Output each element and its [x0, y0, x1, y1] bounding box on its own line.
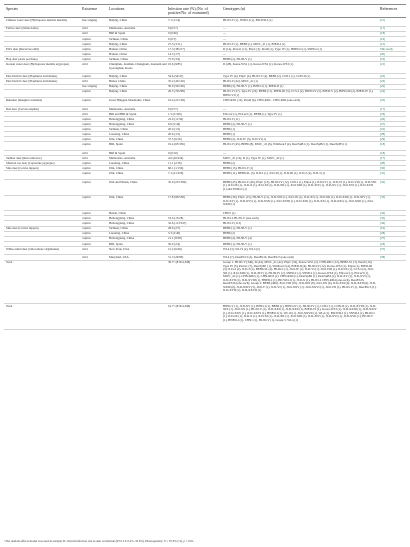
cell-existence: captive — [82, 167, 91, 171]
cell-genotypes: — — [223, 52, 227, 56]
cell-location: Liaoning, China — [109, 162, 130, 166]
cell-infection-rate: 50.0 (2/4) — [168, 242, 181, 246]
cell-infection-rate: 21.1 (8/38) — [168, 237, 182, 241]
table-row — [4, 304, 406, 330]
cell-genotypes: BEB6 (13), HLJD-V (1) — [223, 167, 254, 171]
cell-genotypes: — — [223, 37, 227, 41]
cell-location: Sichuan, China — [109, 127, 128, 131]
cell-genotypes: BEB6 (1) — [223, 133, 235, 137]
cell-infection-rate: 35.9 (215/599) — [168, 180, 187, 184]
cell-existence: captive — [82, 232, 91, 236]
cell-infection-rate: 54.6 (54/47) — [168, 75, 184, 79]
cell-infection-rate: 12.2 (6/49) — [168, 247, 182, 251]
cell-genotypes: CHN1 (1) — [223, 212, 236, 216]
cell-infection-rate: 10.6 (9/85) — [168, 63, 182, 67]
cell-reference[interactable]: [33] — [380, 196, 386, 200]
cell-species: Total — [6, 304, 13, 308]
cell-infection-rate: 16.4 (21/128) — [168, 99, 185, 103]
cell-genotypes: BEB6 (1), HLJD-V (1) — [223, 227, 252, 231]
cell-species: White-tailed deer (Odocoileus virginianus) — [6, 247, 60, 251]
cell-infection-rate: 4.6 (20/434) — [168, 156, 184, 160]
cell-existence: wild — [82, 32, 88, 36]
cell-genotypes: HLJD-V (45), BEB6 (8), MWC_d1 (6), Wildboar3 (4), DeerSpB1 (1), DeerSpB2 (1), DeerSpB3 (1) — [223, 143, 347, 147]
cell-genotypes: BEB6 (4), HLJD-V (4) — [223, 237, 252, 241]
cell-reference[interactable]: [18] — [380, 112, 386, 116]
cell-existence: wild — [82, 27, 88, 31]
header-existence: Existence — [82, 7, 98, 11]
cell-infection-rate: 7.1 (21/326) — [168, 172, 184, 176]
cell-reference[interactable]: [37] — [380, 247, 386, 251]
cell-reference[interactable]: [23] — [380, 80, 386, 84]
cell-species: Red deer (Cervus elaphus) — [6, 107, 39, 111]
cell-location: Heilongjiang, China — [109, 237, 135, 241]
cell-location: New York, USA — [109, 247, 130, 251]
cell-genotypes: — — [223, 32, 227, 36]
cell-infection-rate: 27.3 (3/11) — [168, 42, 182, 46]
cell-existence: captive — [82, 227, 91, 231]
cell-location: BRI and BRI & Spain — [109, 112, 137, 116]
cell-location: Sichuan, China — [109, 227, 128, 231]
cell-reference[interactable]: [26] — [380, 117, 386, 121]
cell-location: Hainan, China — [109, 47, 127, 51]
cell-genotypes: HLJD-V (1), BEB6 (1), MWC_d1 (1), BJED-I (1) — [223, 42, 286, 46]
cell-existence: wild — [82, 247, 88, 251]
cell-infection-rate: 1.5 (5/329) — [168, 112, 182, 116]
cell-infection-rate: 11.1 (2/18) — [168, 162, 182, 166]
table-row — [4, 261, 406, 305]
cell-infection-rate: 17.3 (38/217) — [168, 47, 185, 51]
cell-infection-rate: 39.7^ (816/4,348) — [168, 261, 191, 265]
cell-genotypes: HLJD-V (27), Type IV (19), BEB6 (11), BJED-III (3), CCS-I (2), BJED-IV (2), BJED-V (2), BJED-III (2), BJED-IV (1), BJED-VI (1) — [223, 90, 374, 97]
cell-infection-rate: 22.0 (11/50) — [168, 117, 184, 121]
cell-infection-rate: 7.1 (1/14) — [168, 18, 181, 22]
cell-existence: wild — [82, 151, 88, 155]
cell-infection-rate: 0 (0/10) — [168, 151, 178, 155]
cell-genotypes: WL4 (7), DeerEb13 (2), DeerEb16, DeerEb13 (one each) — [223, 256, 295, 260]
cell-genotypes: Type IV (4), EbpC (4), HLJD-V (4), BEB6 (2), COS-I (1), CON-II (1) — [223, 75, 311, 79]
cell-genotypes: MWC_d1 (19), D (1), Type IV (1), MWC_d2 (1) — [223, 156, 284, 160]
cell-existence: captive — [82, 47, 91, 51]
cell-infection-rate: 19.4 (65/336) — [168, 143, 185, 147]
cell-location: Hubei, China — [109, 80, 126, 84]
cell-infection-rate: 35.2 (43/120) — [168, 80, 185, 84]
cell-infection-rate: 56.0 (56/100) — [168, 85, 185, 89]
cell-existence: captive — [82, 138, 91, 142]
cell-reference[interactable]: [22] — [380, 85, 386, 89]
cell-infection-rate: 20.0 (1/5) — [168, 127, 181, 131]
cell-species: Sika deer (Cervus nippon) — [6, 167, 39, 171]
cell-existence: captive — [82, 222, 91, 226]
cell-genotypes: EbCer2 (1), EbCer3 (1), BEB6 (1), Type IV (1) — [223, 112, 282, 116]
cell-existence: captive — [82, 172, 91, 176]
table-row — [4, 142, 406, 151]
cell-reference[interactable]: [15] — [380, 18, 386, 22]
cell-infection-rate: 53.6 (15/28) — [168, 217, 184, 221]
cell-genotypes: HLJD-V (1), SNSD-I (1), BICWD-I (1) — [223, 18, 273, 22]
cell-genotypes: Group 1: HLJD-V (340), D (44), MWC_d1 (42), EbpC (34), Korea-WS1 (2), CHN-RD1 (12), BEB6-SL (3), Peru6 (10), Type IV (5), Peru11 (7), DeerSpB1 (1), Wildboar3 (4), BJED-II (4), HLJD-IV (12), Korea-WS2 (1), EbpA (1), BJED-III (3), JLD-2 (2), JLD-3 (1), BEB6-SL (2), HLJD-I (1), JLD-IV (1), JLD-VI (1), JLD-VIII (1), JLD-IX (1), CCS-I (2), JLD-XII (1), JLD-XIII (1), JLD-XIV (1), HLJD-IV (2), SNED-I (1), SNSD-I (1), Korea-WS3 (1), EbCer2 (1), EbCer3 (1), MWC_d2 (1), CHN-RD2 (1), CHN-RD3 (1), CHN-RD4 (1), DeerSpB2 (1), DeerSpB3 (1), JLD-XV (1), JLD-XVI (1), JLD-XVII (1), JLD-XVIII (1), HNED-I (1), BICWD-I (1), JLD-X (1), HLJD-I, CHN-RD4 (one each), DeerEb13, DeerEb16 (one each); Group 2: BEB6 (469), JLD-VIII (10), JLD-XIX (8), JLD-XX (6), JLD-XXI (6), JLD-XXII (6), JLD-XXIII (6), JLD-XXIV (5), JLD-V (1), JLD-VI (1), JLD-XXV (1), JLD-XXVI (1), JLD-VII (1), HLJD-V (1), DeerEb13 (1), JLD-XVII (1), JLD-XXVII (1) — [223, 261, 377, 293]
cell-reference[interactable]: [36] — [380, 222, 386, 226]
cell-reference[interactable]: [25] — [380, 99, 386, 103]
cell-existence: captive — [82, 180, 91, 184]
cell-location: Jilin, China — [109, 196, 124, 200]
cell-species: Sika deer (Cervus nippon) — [6, 227, 39, 231]
cell-existence: captive — [82, 117, 91, 121]
cell-existence: captive — [82, 242, 91, 246]
cell-existence: wild — [82, 63, 88, 67]
cell-genotypes: D (28), Korea-WS1 (1), Korea-WS2 (1), Korea-WS3 (1) — [223, 63, 294, 67]
cell-reference[interactable]: [17] — [380, 27, 386, 31]
cell-location: Heilongjiang, China — [109, 122, 135, 126]
cell-reference[interactable]: [28] — [380, 133, 386, 137]
cell-existence: captive — [82, 237, 91, 241]
cell-existence: captive — [82, 90, 91, 94]
cell-location: Liaoning, China — [109, 133, 130, 137]
cell-genotypes: HLJD-V (42), MWC_d1 (1) — [223, 80, 259, 84]
table-row — [4, 171, 406, 180]
cell-existence: captive — [82, 212, 91, 216]
cell-reference[interactable]: [27] — [380, 237, 386, 241]
cell-location: Jilin and Henan, China — [109, 180, 138, 184]
header-infection-rate: Infection rate (%) (No. of positive/No. of examined) — [168, 7, 209, 16]
cell-reference[interactable]: This study — [380, 47, 393, 51]
cell-location: Heilongjiang, China — [109, 222, 135, 226]
cell-genotypes: HLJD-V (113) — [223, 222, 242, 226]
cell-existence: captive — [82, 196, 91, 200]
cell-location: BRI & Spain — [109, 32, 126, 36]
cell-reference[interactable]: [32] — [380, 180, 386, 184]
cell-reference[interactable]: [31] — [380, 172, 386, 176]
cell-location: Hainan, China — [109, 52, 127, 56]
cell-genotypes: BEB6 (2), HLJD-V (1) — [223, 122, 252, 126]
cell-existence: free ranging — [82, 18, 98, 22]
cell-genotypes: WL4 (3), WL19 (2), WL4 (2) — [223, 247, 260, 251]
cell-species: Père David's deer (Elaphurus davidianus) — [6, 80, 58, 84]
table-body — [4, 18, 406, 330]
cell-species: Père David's deer (Elaphurus davidianus) — [6, 75, 58, 79]
cell-genotypes: BJED-V (1), JLD-XV (1), BJED-I (1), BEB6 (1), BJED-IV (1), HLJD-IV (1), COS-I (1), CON-II (1), JLD-XVIII (1), JLD-XIX (1), JLD-XX (1), HLJD-V (1), JLD-XXI (1), JLD-XXII (1), BJED-VI (1), Korea-WS3 (1), JLD-XXIII (1), JLD-XXIV (1), JLD-XXV (1), JLD-XXVI (1), HNED-I (1), WL19 (1), JLD-XXVII (1), WL4 (1), BICWD-I (1), SNSD-I (1), HLJD-I (1), JLD-IX (1), JLD-X (1), JLD-XI (1), JLD-XII (1), JLD-XIII (1), JLD-XIV (1), JLD-XVI (1), JLD-XVII (1), HLJD-V (1), HNED-I (1), CHN1 (1), HLJD-V (1), Group 5: WL4 (1) — [223, 304, 377, 322]
table-header — [4, 4, 406, 18]
cell-reference[interactable]: [18] — [380, 242, 386, 246]
cell-reference[interactable]: [38] — [380, 256, 386, 260]
cell-existence: wild — [82, 112, 88, 116]
cell-reference[interactable]: [34] — [380, 212, 386, 216]
cell-reference[interactable]: [19] — [380, 37, 386, 41]
cell-genotypes: BEB6 (11), BEB6-SL (3), JLD-I (1), JLD-II (1), JLD-III (1), JLD-2 (2), JLD-3 (1) — [223, 172, 326, 176]
cell-location: Jilin, China — [109, 172, 124, 176]
cell-location: Beijing, China — [109, 42, 128, 46]
cell-infection-rate: 28.6 (2/7) — [168, 227, 181, 231]
cell-species: Fallow deer (Dama dama) — [6, 27, 39, 31]
cell-genotypes: — — [223, 27, 227, 31]
cell-location: BRI, Spain — [109, 242, 123, 246]
cell-genotypes: BEB6 (1) — [223, 127, 235, 131]
table-row — [4, 18, 406, 27]
cell-reference[interactable]: [24] — [380, 90, 386, 94]
cell-existence: captive — [82, 37, 91, 41]
cell-location: Maryland, USA — [109, 256, 129, 260]
cell-genotypes: BEB6 (1), HLJD-V (1) — [223, 242, 252, 246]
cell-location: BRI & Spain — [109, 151, 126, 155]
cell-genotypes: HLJD-I, HLJD-V (one each) — [223, 217, 259, 221]
cell-existence: captive — [82, 99, 91, 103]
cell-reference[interactable]: [29] — [380, 138, 386, 142]
cell-existence: captive — [82, 75, 91, 79]
header-references: References — [380, 7, 398, 11]
cell-existence: captive — [82, 57, 91, 61]
cell-location: BRI, Spain — [109, 143, 123, 147]
cell-reference[interactable]: [17] — [380, 156, 386, 160]
cell-reference[interactable]: [18] — [380, 143, 386, 147]
cell-genotypes: — — [223, 151, 227, 155]
cell-genotypes: BEB6 (2) — [223, 162, 235, 166]
cell-location: Melbourne, Australia — [109, 27, 136, 31]
cell-infection-rate: 0 (0/17) — [168, 27, 178, 31]
cell-existence: wild — [82, 156, 88, 160]
cell-location: Chungbuk, Jeonbuk, Chungnam, Jeonnam and Gyeongbuk, Korea — [109, 63, 167, 70]
cell-genotypes: BEB6 (3), HLJD-V (1), BJED-I (1), BJED-II (1) — [223, 85, 284, 89]
cell-species: Siberian roe deer (Capreolus pygargus) — [6, 162, 55, 166]
table-row — [4, 90, 406, 99]
cell-infection-rate: 17.8 (96/538) — [168, 196, 185, 200]
cell-location: Henan, China — [109, 212, 127, 216]
cell-reference[interactable]: [18] — [380, 151, 386, 155]
cell-existence: captive — [82, 122, 91, 126]
cell-location: Melbourne, Australia — [109, 107, 136, 111]
cell-reference[interactable]: [19] — [380, 57, 386, 61]
cell-reference[interactable]: [35] — [380, 217, 386, 221]
table-row — [4, 98, 406, 107]
table-row — [4, 196, 406, 212]
cell-genotypes: BEB6 (2), HLJD-V (1) — [223, 57, 252, 61]
cell-reference[interactable]: [17] — [380, 107, 386, 111]
cell-existence: wild — [82, 256, 88, 260]
cell-species: Korean water deer (Hydropotes inermis argyropus) — [6, 63, 70, 67]
cell-infection-rate: 51.3 (20/80) — [168, 256, 184, 260]
cell-genotypes: — — [223, 107, 227, 111]
cell-location: Beijing, China — [109, 75, 128, 79]
cell-genotypes: BEB6 (2), JLD-IV (3), JLD-VI (1) — [223, 138, 266, 142]
cell-genotypes: D (14), Peru11 (11), EbpC (3), Peru6 (1), Type IV (1), HNED-I (1), SNED-I (1) — [223, 47, 322, 51]
cell-location: Jilin, China — [109, 138, 124, 142]
cell-species: Total — [6, 261, 13, 265]
cell-existence: wild — [82, 107, 88, 111]
cell-infection-rate: 14.3 (1/7) — [168, 52, 181, 56]
cell-location: Heilongjiang, China — [109, 217, 135, 221]
cell-infection-rate: 75.0 (3/4) — [168, 57, 181, 61]
table-row — [4, 62, 406, 74]
cell-existence: wild — [82, 80, 88, 84]
cell-existence: captive — [82, 143, 91, 147]
cell-genotypes: BEB6 (2) — [223, 232, 235, 236]
cell-genotypes: BEB6 (45), HLJD-V (40), EbpC (13), HLJD-IV (12), COS-I (1), EbpA (1), JLD-IV (1), JLD-VI (1), JLD-VII (1), JLD-VIII (1), JLD-IX (1), JLD-X (1), JLD-XI (1), JLD-XII (1), JLD-XIII (1), JLD-XIV (1), JLD-XV (1), JLD-XVI (1), JLD-XVII (1) and SNSD-I (1) — [223, 180, 377, 191]
cell-location: Great Hinggan Mountains, China — [109, 99, 151, 103]
cell-existence: captive — [82, 52, 91, 56]
cell-infection-rate: 0 (0/7) — [168, 37, 177, 41]
cell-existence: captive — [82, 42, 91, 46]
cell-location: Beijing, China — [109, 85, 128, 89]
cell-genotypes: CHN-RD1 (12), Peru6 (6), CHN-RD2 - CHN-RD4 (one each) — [223, 99, 301, 103]
cell-location: Beijing, China — [109, 90, 128, 94]
cell-reference[interactable]: [22] — [380, 75, 386, 79]
cell-genotypes: HLJD-V (11) — [223, 117, 240, 121]
cell-reference[interactable]: [19] — [380, 127, 386, 131]
cell-infection-rate: 26.5 (79/298) — [168, 90, 185, 94]
cell-infection-rate: 0 (0/77) — [168, 107, 178, 111]
cell-location: Melbourne, Australia — [109, 156, 136, 160]
header-locations: Locations — [109, 7, 125, 11]
cell-infection-rate: 16.7^ (816/4,348) — [168, 304, 191, 308]
cell-existence: captive — [82, 217, 91, 221]
cell-infection-rate: 0 (0/46) — [168, 32, 178, 36]
cell-genotypes: BEB6 (39), EbpC (15), HLJD-V (11), JLD-VIII (1), JLD-IX (1), JLD-XI (1), JLD-XII (1), JLD-XIII (1), JLD-XIV (1), JLD-XV (1), JLD-XVI (1), JLD-XVII (1), JLD-XVIII (1), JLD-XIX (1), JLD-XX (1), JLD-XXI (1), JLD-XXII (1), JLD-XXIII (1) — [223, 196, 374, 207]
cell-reference[interactable]: [27] — [380, 122, 386, 126]
cell-reference[interactable]: [21] — [380, 63, 386, 67]
cell-infection-rate: 37.5 (6/16) — [168, 138, 182, 142]
cell-infection-rate: 6.6 (5/44) — [168, 122, 181, 126]
table-row — [4, 247, 406, 256]
cell-species: Reindeer (Rangifer tarandus) — [6, 99, 43, 103]
header-species: Species — [6, 7, 18, 11]
cell-reference[interactable]: [18] — [380, 32, 386, 36]
cell-infection-rate: 66.1 (1/156) — [168, 167, 184, 171]
cell-existence: free ranging — [82, 85, 98, 89]
cell-existence: captive — [82, 127, 91, 131]
cell-reference[interactable]: [15] — [380, 42, 386, 46]
data-table — [4, 4, 406, 330]
cell-existence: captive — [82, 133, 91, 137]
cell-reference[interactable]: [28] — [380, 232, 386, 236]
cell-species: Sambar deer (Rusa unicolor) — [6, 156, 42, 160]
header-genotypes: Genotypes (n) — [223, 7, 246, 11]
cell-infection-rate: 32.6 (113/347) — [168, 222, 187, 226]
cell-reference[interactable]: [28] — [380, 162, 386, 166]
cell-reference[interactable]: [30] — [380, 167, 386, 171]
cell-reference[interactable]: [20] — [380, 52, 386, 56]
cell-infection-rate: 5.3 (2/40) — [168, 232, 181, 236]
cell-species: Eld's deer (Rucervus eldii) — [6, 47, 39, 51]
table-footnote: ^The random-effects model was used in analysis II. Overall infection rate in deer worldwide (95% CI: 6.2%–33.6%). Heterogeneity: I² = 97.6% (%), p < 0.01. — [4, 539, 195, 543]
cell-reference[interactable]: [19] — [380, 227, 386, 231]
cell-species: Hog deer (Axis porcinus) — [6, 57, 38, 61]
cell-species: Chinese water deer (Hydropotes inermis inermis) — [6, 18, 68, 22]
cell-location: Sichuan, China — [109, 57, 128, 61]
cell-location: Heilongjiang, China — [109, 117, 135, 121]
cell-location: Jilin, China — [109, 167, 124, 171]
cell-existence: captive — [82, 162, 91, 166]
table-row — [4, 180, 406, 196]
cell-location: Liaoning, China — [109, 232, 130, 236]
cell-infection-rate: 20.6 (1/5) — [168, 133, 181, 137]
cell-location: Beijing, China — [109, 18, 128, 22]
cell-location: Sichuan, China — [109, 37, 128, 41]
